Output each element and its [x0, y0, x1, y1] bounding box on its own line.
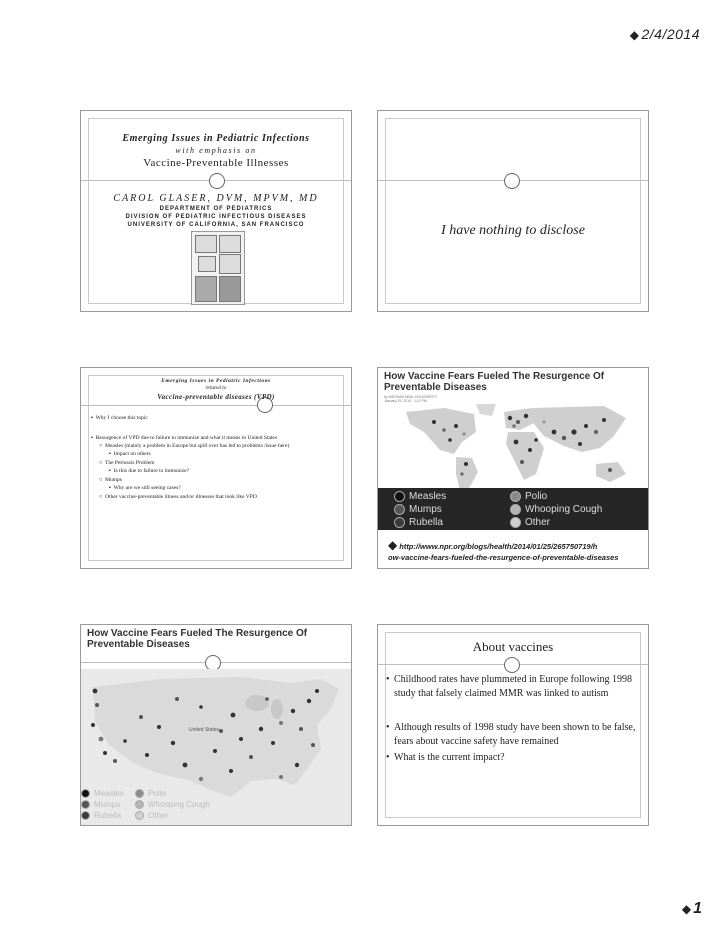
- slide1-title-line1: Emerging Issues in Pediatric Infections: [122, 133, 310, 144]
- slide1-title-line3: Vaccine-Preventable Illnesses: [143, 157, 289, 169]
- divider-circle: [504, 657, 520, 673]
- slide-4-world-map: [377, 367, 649, 569]
- slide-2-disclosure: [377, 110, 649, 312]
- slide3-title-line2: related to: [205, 385, 227, 391]
- map-legend: [81, 789, 351, 825]
- article-title: How Vaccine Fears Fueled The Resurgence Of Preventable Diseases: [384, 371, 605, 393]
- slide3-title-line3: Vaccine-preventable diseases (VPD): [157, 393, 275, 401]
- slide-divider: [81, 405, 351, 406]
- author-university: UNIVERSITY OF CALIFORNIA, SAN FRANCISCO: [127, 222, 305, 228]
- bullet-l3: ▪ Why are we still seeing cases?: [109, 485, 181, 491]
- greenland: [476, 404, 496, 416]
- article-byline: by MEGHAN NEAL DOUGHERTY January 25, 2014 1:11 PM: [384, 395, 438, 403]
- legend-rubella: Rubella: [81, 811, 121, 820]
- source-link[interactable]: ◆ http://www.npr.org/blogs/health/2014/01/25/265750719/h ow-vaccine-fears-fueled-the-resurgence-of-preventable-diseases: [388, 538, 619, 562]
- divider-circle: [504, 173, 520, 189]
- legend-other: Other: [510, 517, 550, 528]
- divider-circle: [209, 173, 225, 189]
- slide1-title-line2: with emphasis on: [175, 146, 257, 155]
- author-division: DIVISION OF PEDIATRIC INFECTIOUS DISEASES: [125, 214, 307, 220]
- diamond-icon: ◆: [681, 902, 692, 916]
- bullet-l3: ▪ Impact on others: [109, 451, 151, 457]
- legend-rubella: Rubella: [394, 517, 443, 528]
- australia: [596, 462, 626, 482]
- disclosure-text: I have nothing to disclose: [441, 223, 585, 238]
- page-number: ◆ 1: [681, 900, 702, 917]
- bullet-item: • Although results of 1998 study have been shown to be false, fears about vaccine safety have remained: [386, 722, 636, 747]
- bullet-l2: ○ Mumps: [99, 477, 122, 483]
- country-label: United States: [189, 727, 220, 733]
- south-america: [456, 457, 478, 490]
- legend-polio: Polio: [135, 789, 166, 798]
- slide-6-about-vaccines: [377, 624, 649, 826]
- bullet-l2: ○ The Pertussis Problem: [99, 460, 155, 466]
- bullet-l1: ▪ Resurgence of VPD due to failure to immunize and what it means to United States: [91, 435, 277, 441]
- diamond-icon: ◆: [388, 538, 398, 552]
- legend-polio: Polio: [510, 491, 547, 502]
- bullet-l2: ○ Other vaccine-preventable illness and/or illnesses that look like VPD: [99, 494, 257, 500]
- slide-frame: [385, 118, 641, 304]
- map-year: 2013: [398, 460, 452, 487]
- legend-measles: Measles: [81, 789, 124, 798]
- bullet-item: • What is the current impact?: [386, 752, 505, 763]
- africa: [506, 432, 544, 480]
- legend-other: Other: [135, 811, 168, 820]
- author-department: DEPARTMENT OF PEDIATRICS: [159, 206, 273, 212]
- diamond-icon: ◆: [629, 28, 640, 42]
- map-legend: [378, 488, 648, 530]
- legend-mumps: Mumps: [394, 504, 442, 515]
- slide-title: About vaccines: [472, 639, 554, 654]
- legend-mumps: Mumps: [81, 800, 120, 809]
- slide-5-us-map: [80, 624, 352, 826]
- slide-1-title: [80, 110, 352, 312]
- bullet-l1: ▪ Why I choose this topic: [91, 415, 148, 421]
- bullet-item: • Childhood rates have plummeted in Europe following 1998 study that falsely claimed MMR was linked to autism: [386, 674, 633, 699]
- slide3-title-line1: Emerging Issues in Pediatric Infections: [161, 378, 271, 384]
- legend-measles: Measles: [394, 491, 446, 502]
- legend-whooping-cough: Whooping Cough: [135, 800, 210, 809]
- bullet-l3: ▪ Is this due to failure to immunize?: [109, 468, 190, 474]
- bullet-l2: ○ Measles (mainly a problem in Europe but spill over has led to problems /issue here): [99, 443, 290, 449]
- slide-3-outline: [80, 367, 352, 569]
- legend-whooping-cough: Whooping Cough: [510, 504, 602, 515]
- page-date: ◆ 2/4/2014: [629, 26, 700, 42]
- author-name: CAROL GLASER, DVM, MPVM, MD: [113, 193, 319, 204]
- vaccine-poster-photo: [191, 231, 245, 305]
- article-title: How Vaccine Fears Fueled The Resurgence Of Preventable Diseases: [87, 628, 308, 650]
- north-america: [406, 408, 476, 454]
